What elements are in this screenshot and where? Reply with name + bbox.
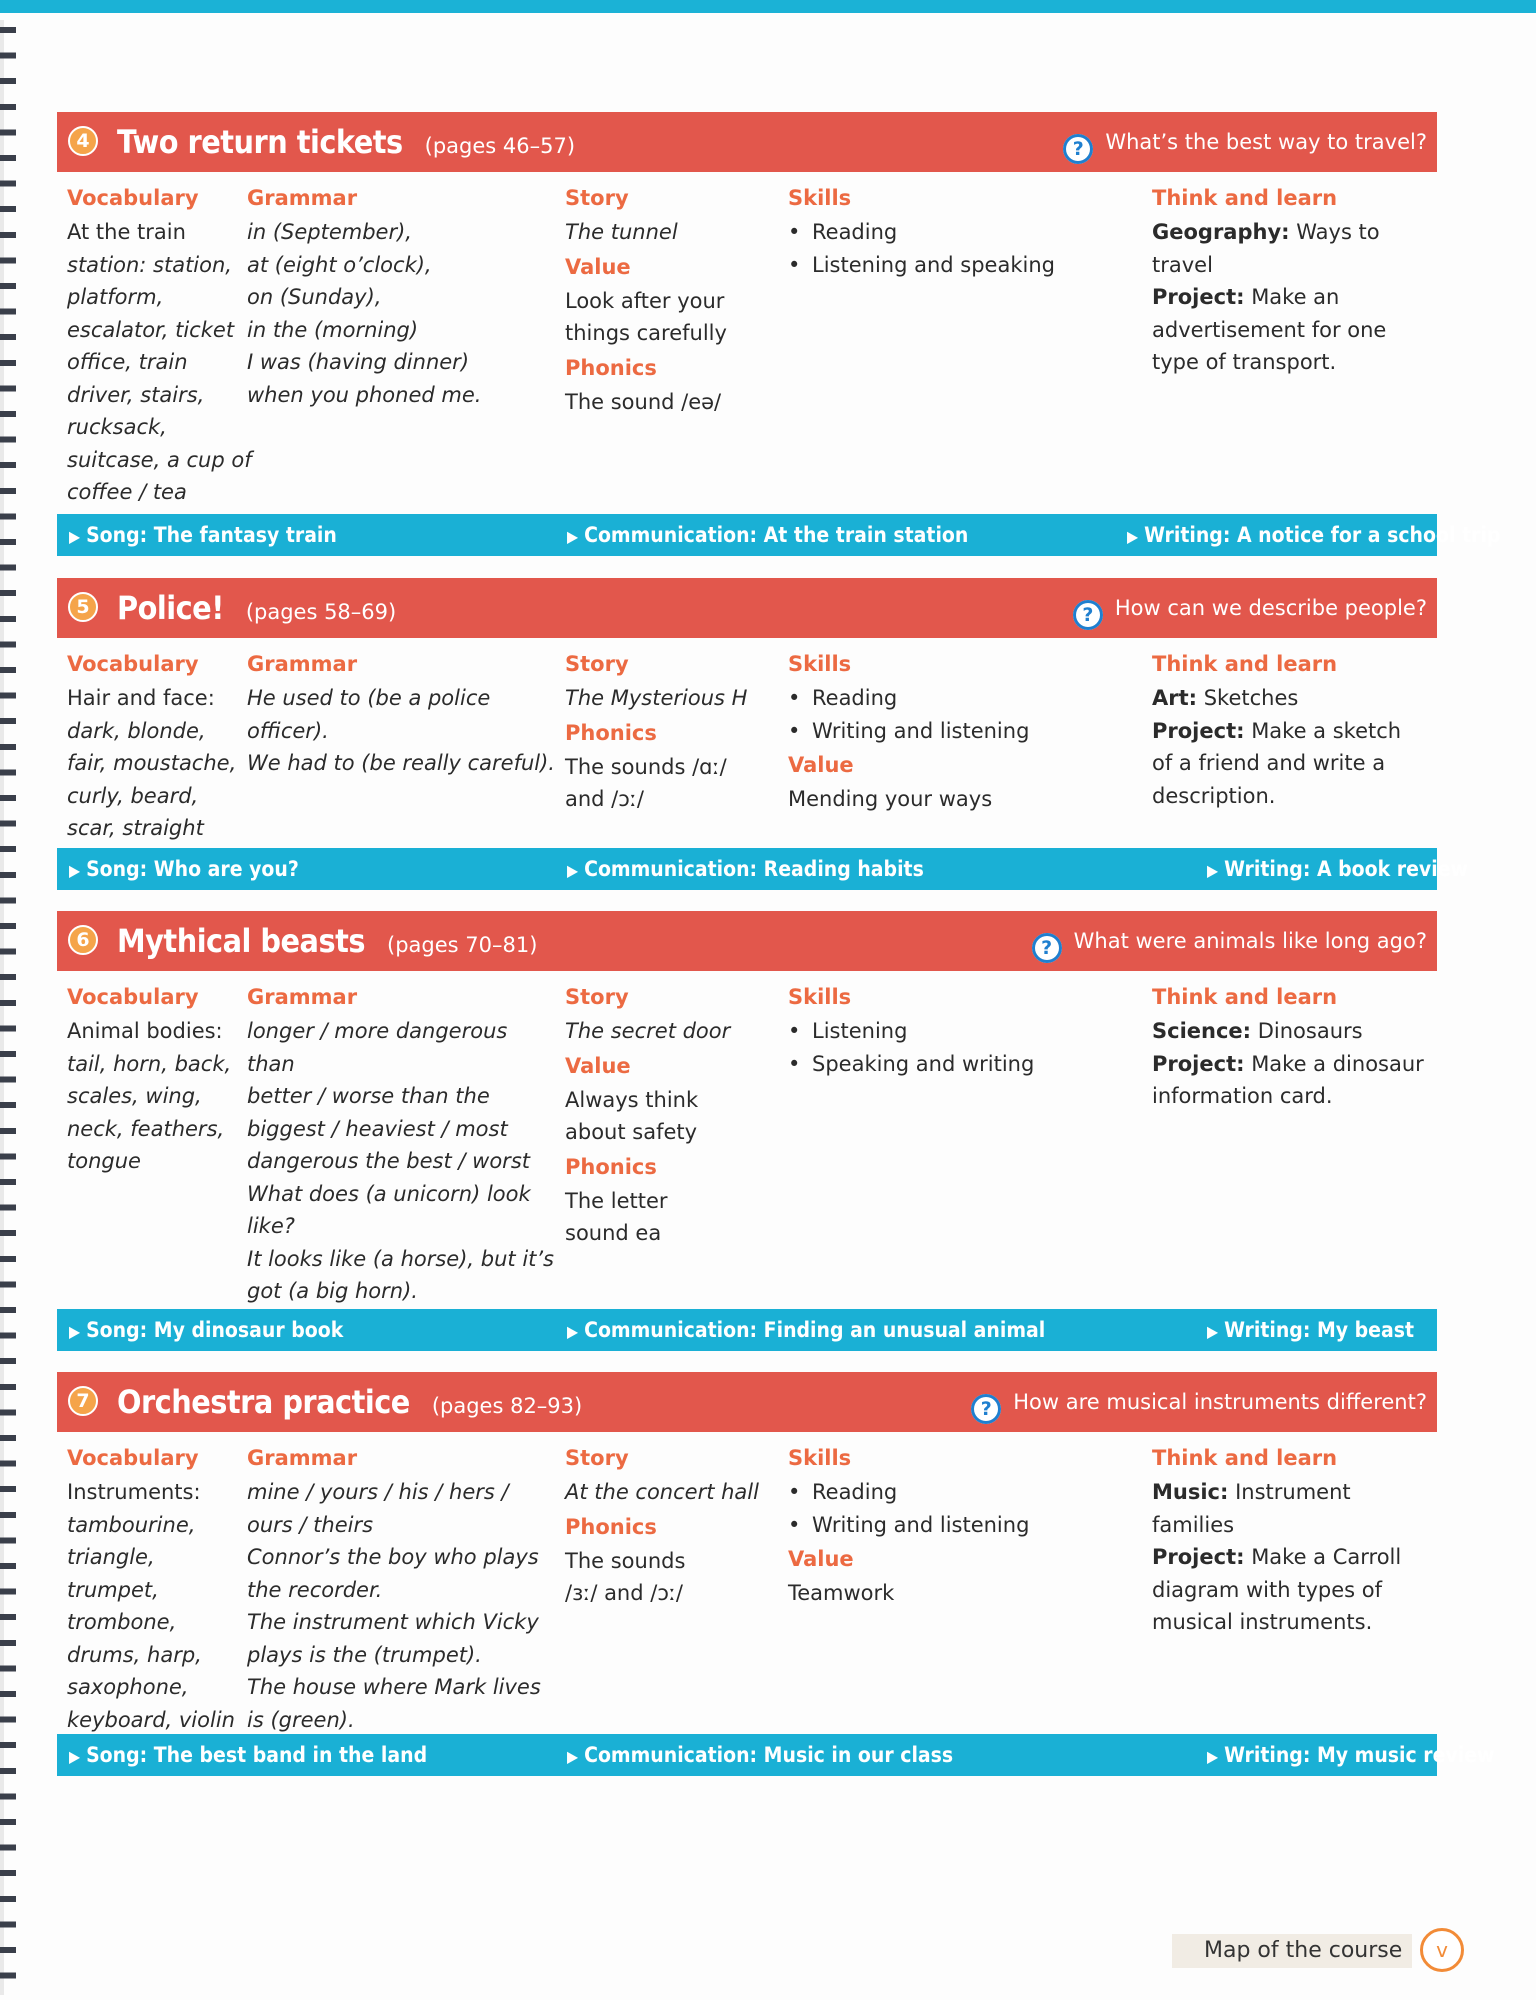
grammar-heading: Grammar [247, 1446, 358, 1470]
unit-title [117, 921, 537, 965]
phonics-line: sound ea [565, 1221, 662, 1245]
unit-pages: (pages 70–81) [387, 933, 538, 957]
story-column [565, 979, 730, 1250]
value-line: things carefully [565, 321, 727, 345]
phonics-heading: Phonics [565, 720, 657, 745]
phonics-line: The sounds [565, 1548, 686, 1573]
unit-5 [57, 578, 1468, 890]
grammar-column [247, 1440, 541, 1736]
vocabulary-line: trombone, [67, 1610, 177, 1634]
skills-heading: Skills [788, 652, 852, 676]
vocabulary-line: dark, blonde, [67, 718, 206, 743]
story-line: At the concert hall [565, 1480, 759, 1504]
grammar-line: in (September), [247, 220, 412, 244]
skills-item: • Reading [788, 682, 1029, 715]
grammar-line: like? [247, 1214, 295, 1238]
value-line: about safety [565, 1120, 698, 1144]
vocabulary-line: station: station, [67, 252, 232, 277]
vocabulary-line: suitcase, a cup of [67, 447, 252, 472]
vocabulary-heading: Vocabulary [67, 186, 199, 210]
unit-pages: (pages 58–69) [245, 600, 397, 624]
subject-text: Dinosaurs [1251, 1019, 1363, 1043]
subject-text: Sketches [1197, 686, 1299, 710]
vocabulary-column [67, 979, 231, 1178]
communication-link[interactable]: ▶ Communication: Reading habits [567, 848, 924, 892]
skills-column [788, 180, 1055, 281]
skills-item: • Writing and listening [788, 715, 1029, 748]
grammar-line: got (a big horn). [247, 1279, 418, 1303]
project-line: diagram with types of [1152, 1577, 1382, 1602]
big-question [1032, 925, 1427, 963]
grammar-line: biggest / heaviest / most [247, 1116, 508, 1141]
story-column [565, 1440, 759, 1610]
song-link[interactable]: ▶ Song: My dinosaur book [69, 1309, 343, 1353]
grammar-line: longer / more dangerous [247, 1019, 508, 1043]
vocabulary-heading: Vocabulary [67, 985, 199, 1009]
skills-item: • Speaking and writing [788, 1048, 1034, 1081]
subject-label: Science: [1152, 1019, 1252, 1043]
communication-link[interactable]: ▶ Communication: Finding an unusual animal [567, 1309, 1045, 1353]
subject-line: travel [1152, 252, 1213, 277]
unit-activity-bar [57, 1734, 1495, 1776]
grammar-line: better / worse than the [247, 1084, 490, 1108]
value-heading: Value [788, 1547, 854, 1571]
unit-pages: (pages 46–57) [424, 134, 576, 158]
vocabulary-line: tail, horn, back, [67, 1051, 232, 1076]
project-line [1152, 281, 1386, 314]
grammar-line: on (Sunday), [247, 285, 382, 309]
skills-item: • Listening and speaking [788, 249, 1055, 282]
unit-4 [57, 112, 1501, 556]
vocabulary-line: coffee / tea [67, 480, 187, 504]
project-line: description. [1152, 783, 1276, 808]
unit-title-text: Police! [117, 589, 224, 627]
vocabulary-line: platform, [67, 285, 164, 309]
project-line [1152, 1048, 1424, 1081]
project-line [1152, 715, 1401, 748]
vocabulary-column [67, 1440, 235, 1736]
unit-title [117, 588, 396, 632]
phonics-heading: Phonics [565, 355, 657, 380]
phonics-line: and /ɔː/ [565, 787, 644, 811]
unit-activity-bar [57, 514, 1501, 556]
story-line: The Mysterious H [565, 686, 748, 710]
phonics-line: /ɜː/ and /ɔː/ [565, 1581, 684, 1605]
skills-heading: Skills [788, 186, 852, 210]
project-line: musical instruments. [1152, 1610, 1373, 1634]
unit-header [57, 1372, 1437, 1432]
subject-line [1152, 1015, 1424, 1048]
skills-item: • Listening [788, 1015, 1034, 1048]
phonics-line: The sounds /ɑː/ [565, 754, 727, 779]
story-line: The tunnel [565, 220, 678, 244]
phonics-heading: Phonics [565, 1514, 657, 1539]
value-heading: Value [788, 753, 854, 777]
think-and-learn-heading: Think and learn [1152, 652, 1338, 676]
big-question [1063, 126, 1427, 164]
grammar-heading: Grammar [247, 186, 358, 210]
big-question-text: How are musical instruments different? [1013, 1390, 1427, 1414]
think-and-learn-column [1152, 1440, 1401, 1639]
unit-number: 4 [68, 126, 98, 156]
unit-activity-bar [57, 848, 1468, 890]
grammar-line: The house where Mark lives [247, 1675, 541, 1699]
writing-link[interactable]: ▶ Writing: A notice for a school trip [1127, 514, 1500, 558]
project-label: Project: [1152, 718, 1245, 743]
grammar-column [247, 646, 555, 780]
vocabulary-line: keyboard, violin [67, 1707, 235, 1732]
grammar-line: He used to (be a police [247, 686, 491, 710]
story-line: The secret door [565, 1019, 731, 1043]
grammar-line: The instrument which Vicky [247, 1610, 539, 1634]
vocabulary-column [67, 180, 252, 509]
unit-7 [57, 1372, 1495, 1776]
vocabulary-line: curly, beard, [67, 783, 199, 808]
page-number: v [1420, 1928, 1464, 1972]
grammar-heading: Grammar [247, 985, 358, 1009]
subject-line [1152, 682, 1401, 715]
think-and-learn-column [1152, 979, 1424, 1113]
vocabulary-column [67, 646, 236, 845]
vocabulary-line: scar, straight [67, 816, 204, 840]
vocabulary-line: Hair and face: [67, 686, 215, 710]
vocabulary-line: trumpet, [67, 1577, 159, 1602]
grammar-line: the recorder. [247, 1577, 383, 1602]
think-and-learn-column [1152, 180, 1386, 379]
project-line: advertisement for one [1152, 317, 1387, 342]
unit-header [57, 578, 1437, 638]
grammar-line: I was (having dinner) [247, 350, 470, 374]
project-line: type of transport. [1152, 350, 1337, 374]
story-column [565, 180, 727, 418]
value-line: Mending your ways [788, 787, 993, 811]
project-label: Project: [1152, 285, 1245, 309]
subject-label: Music: [1152, 1480, 1229, 1504]
vocabulary-line: office, train [67, 350, 188, 374]
footer-label: Map of the course [1204, 1938, 1403, 1963]
vocabulary-line: driver, stairs, [67, 382, 205, 407]
project-text: Make a dinosaur [1244, 1051, 1424, 1076]
grammar-line: We had to (be really careful). [247, 751, 555, 775]
grammar-line: It looks like (a horse), but it’s [247, 1246, 555, 1271]
project-line: information card. [1152, 1084, 1333, 1108]
skills-heading: Skills [788, 985, 852, 1009]
unit-header [57, 911, 1437, 971]
value-line: Look after your [565, 288, 725, 313]
page-footer [1172, 1928, 1448, 1972]
big-question-text: How can we describe people? [1114, 596, 1427, 620]
skills-heading: Skills [788, 1446, 852, 1470]
grammar-line: dangerous the best / worst [247, 1149, 530, 1173]
vocabulary-heading: Vocabulary [67, 652, 199, 676]
spiral-binding [0, 20, 16, 1995]
value-heading: Value [565, 1053, 631, 1078]
grammar-line: officer). [247, 718, 329, 743]
grammar-line: in the (morning) [247, 317, 419, 342]
writing-link[interactable]: ▶ Writing: A book review [1207, 848, 1468, 892]
skills-item: • Reading [788, 1476, 1029, 1509]
skills-column [788, 979, 1034, 1080]
subject-text: Instrument [1228, 1480, 1351, 1504]
unit-title-text: Two return tickets [117, 123, 403, 161]
grammar-column [247, 979, 554, 1308]
big-question [971, 1386, 1427, 1424]
subject-text: Ways to [1289, 220, 1380, 244]
unit-activity-bar [57, 1309, 1437, 1351]
grammar-heading: Grammar [247, 652, 358, 676]
vocabulary-line: neck, feathers, [67, 1116, 225, 1141]
question-icon: ? [1032, 933, 1062, 963]
grammar-line: when you phoned me. [247, 382, 482, 407]
project-text: Make a sketch [1244, 718, 1402, 743]
vocabulary-line: fair, moustache, [67, 751, 237, 775]
subject-line [1152, 216, 1386, 249]
vocabulary-line: rucksack, [67, 415, 167, 439]
unit-6 [57, 911, 1437, 1351]
unit-pages: (pages 82–93) [431, 1394, 583, 1418]
unit-number: 7 [68, 1386, 98, 1416]
project-label: Project: [1152, 1051, 1245, 1076]
skills-column [788, 646, 1029, 816]
vocabulary-line: tongue [67, 1149, 141, 1173]
vocabulary-line: saxophone, [67, 1675, 189, 1699]
big-question-text: What’s the best way to travel? [1105, 130, 1427, 154]
song-link[interactable]: ▶ Song: Who are you? [69, 848, 299, 892]
vocabulary-line: scales, wing, [67, 1084, 202, 1108]
story-heading: Story [565, 652, 629, 676]
subject-line [1152, 1476, 1401, 1509]
subject-label: Geography: [1152, 220, 1290, 244]
vocabulary-line: triangle, [67, 1545, 155, 1569]
subject-line: families [1152, 1512, 1235, 1537]
top-accent-bar [0, 0, 1536, 13]
song-link[interactable]: ▶ Song: The best band in the land [69, 1734, 427, 1778]
communication-link[interactable]: ▶ Communication: At the train station [567, 514, 968, 558]
grammar-line: at (eight o’clock), [247, 252, 432, 277]
phonics-line: The letter [565, 1188, 668, 1213]
vocabulary-line: At the train [67, 220, 186, 244]
question-icon: ? [971, 1394, 1001, 1424]
subject-label: Art: [1152, 686, 1198, 710]
phonics-line: The sound /eə/ [565, 389, 722, 414]
project-line [1152, 1541, 1401, 1574]
unit-header [57, 112, 1437, 172]
unit-title [117, 122, 575, 166]
think-and-learn-heading: Think and learn [1152, 186, 1338, 210]
unit-title [117, 1382, 582, 1426]
unit-title-text: Orchestra practice [117, 1383, 410, 1421]
unit-number: 5 [68, 592, 98, 622]
skills-column [788, 1440, 1029, 1610]
vocabulary-line: tambourine, [67, 1512, 196, 1537]
grammar-line: is (green). [247, 1707, 355, 1732]
big-question-text: What were animals like long ago? [1073, 929, 1427, 953]
project-label: Project: [1152, 1545, 1245, 1569]
story-heading: Story [565, 1446, 629, 1470]
vocabulary-line: drums, harp, [67, 1642, 202, 1667]
project-line: of a friend and write a [1152, 751, 1386, 775]
unit-number: 6 [68, 925, 98, 955]
grammar-line: What does (a unicorn) look [247, 1181, 531, 1206]
think-and-learn-heading: Think and learn [1152, 985, 1338, 1009]
value-heading: Value [565, 254, 631, 279]
writing-link[interactable]: ▶ Writing: My beast [1207, 1309, 1414, 1353]
think-and-learn-heading: Think and learn [1152, 1446, 1338, 1470]
story-heading: Story [565, 985, 629, 1009]
grammar-line: Connor’s the boy who plays [247, 1545, 539, 1569]
unit-title-text: Mythical beasts [117, 922, 366, 960]
big-question [1073, 592, 1427, 630]
story-column [565, 646, 747, 816]
project-text: Make an [1244, 285, 1340, 309]
skills-item: • Reading [788, 216, 1055, 249]
project-text: Make a Carroll [1244, 1545, 1402, 1569]
vocabulary-line: escalator, ticket [67, 317, 235, 342]
question-icon: ? [1073, 600, 1103, 630]
vocabulary-heading: Vocabulary [67, 1446, 199, 1470]
grammar-column [247, 180, 481, 411]
phonics-heading: Phonics [565, 1154, 657, 1179]
value-line: Always think [565, 1087, 699, 1112]
grammar-line: ours / theirs [247, 1512, 374, 1537]
vocabulary-line: Instruments: [67, 1480, 201, 1504]
grammar-line: than [247, 1051, 295, 1076]
question-icon: ? [1063, 134, 1093, 164]
value-line: Teamwork [788, 1581, 895, 1605]
song-link[interactable]: ▶ Song: The fantasy train [69, 514, 337, 558]
think-and-learn-column [1152, 646, 1401, 812]
skills-item: • Writing and listening [788, 1509, 1029, 1542]
grammar-line: plays is the (trumpet). [247, 1642, 482, 1667]
communication-link[interactable]: ▶ Communication: Music in our class [567, 1734, 953, 1778]
vocabulary-line: Animal bodies: [67, 1019, 223, 1043]
story-heading: Story [565, 186, 629, 210]
grammar-line: mine / yours / his / hers / [247, 1480, 509, 1504]
writing-link[interactable]: ▶ Writing: My music review [1207, 1734, 1494, 1778]
